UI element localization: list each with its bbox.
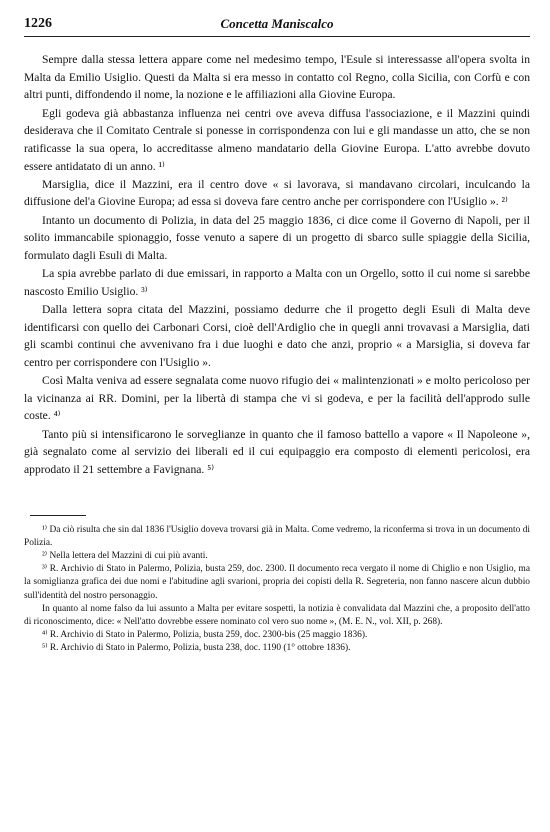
running-title: Concetta Maniscalco bbox=[220, 16, 334, 31]
footnotes bbox=[24, 524, 530, 656]
document-page bbox=[24, 16, 530, 656]
footnote: ¹⁾ Da ciò risulta che sin dal 1836 l'Usiglio doveva trovarsi già in Malta. Come vedremo, la riconferma si trova in un documento di Polizia. bbox=[24, 524, 530, 548]
paragraph: Tanto più si intensificarono le sorveglianze in quanto che il famoso battello a vapore « Il Napoleone », già segnalato come al servizio dei liberali ed il cui equipaggio era composto di elementi pericolosi, era approdato il 21 settembre a Favignana. ⁵⁾ bbox=[24, 427, 530, 476]
footnote: ⁵⁾ R. Archivio di Stato in Palermo, Polizia, busta 238, doc. 1190 (1° ottobre 1836). bbox=[42, 643, 351, 654]
page-number: 1226 bbox=[24, 16, 52, 31]
paragraph: Dalla lettera sopra citata del Mazzini, possiamo dedurre che il progetto degli Esuli di Malta deve identificarsi con quello dei Carbonari Corsi, cioè dell'Ardiglio che in quegli anni trovavasi a Marsiglia, dati gli scambi continui che avvenivano fra i due luoghi e dato che anzi, proprio « a Marsiglia, si doveva far centro per corrispondere con l'Usiglio ». bbox=[24, 302, 530, 369]
body-text bbox=[24, 51, 530, 479]
footnote-divider bbox=[30, 515, 86, 516]
footnote: ⁴⁾ R. Archivio di Stato in Palermo, Polizia, busta 259, doc. 2300-bis (25 maggio 1836). bbox=[42, 630, 368, 641]
paragraph: Sempre dalla stessa lettera appare come nel medesimo tempo, l'Esule si interessasse all'opera svolta in Malta da Emilio Usiglio. Questi da Malta si era messo in contatto col Regno, colla Sicilia, con Corfù e con altri punti, diffondendo il nome, la nozione e le affiliazioni alla Giovine Europa. bbox=[24, 53, 530, 102]
page-header bbox=[24, 16, 530, 37]
paragraph: Marsiglia, dice il Mazzini, era il centro dove « si lavorava, si mandavano circolari, inculcando la diffusione del'a Giovine Europa; ad essa si doveva fare centro anche per corrispondere con l'Usiglio ». ²⁾ bbox=[24, 177, 530, 209]
footnote: ²⁾ Nella lettera del Mazzini di cui più avanti. bbox=[42, 551, 208, 562]
footnote: In quanto al nome falso da lui assunto a Malta per evitare sospetti, la notizia è convalidata dal Mazzini che, a proposito dell'atto di riconoscimento, dice: « Nell'atto dovrebbe essere nominato col vero suo nome », (M. E. N., vol. XII, p. 268). bbox=[24, 603, 530, 628]
paragraph: Egli godeva già abbastanza influenza nei centri ove aveva diffusa l'associazione, e il Mazzini quindi desiderava che il Comitato Centrale si ponesse in corrispondenza con lui e gli mandasse un atto, che se non ratificasse la sua opera, lo accreditasse almeno mandatario della Giovine Europa. L'atto avrebbe dovuto essere antidatato di un anno. ¹⁾ bbox=[24, 106, 530, 173]
footnote: ³⁾ R. Archivio di Stato in Palermo, Polizia, busta 259, doc. 2300. Il documento reca vergato il nome di Chiglio e non Usiglio, ma la somiglianza grafica dei due nomi e l'abitudine agli svarioni, propria dei copisti della R. Segreteria, non fanno nascere alcun dubbio sull'identità del nostro personaggio. bbox=[24, 564, 530, 601]
paragraph: La spia avrebbe parlato di due emissari, in rapporto a Malta con un Orgello, sotto il cui nome si sarebbe nascosto Emilio Usiglio. ³⁾ bbox=[24, 267, 530, 298]
paragraph: Intanto un documento di Polizia, in data del 25 maggio 1836, ci dice come il Governo di Napoli, per il solito immancabile spionaggio, fosse venuto a sapere di un progetto di sbarco sulle spiaggie della Sicilia, formulato dagli Esuli di Malta. bbox=[24, 213, 530, 262]
paragraph: Così Malta veniva ad essere segnalata come nuovo rifugio dei « malintenzionati » e molto pericoloso per la vicinanza ai RR. Domini, per la libertà di stampa che vi si godeva, e per la facilità dell'approdo sulle coste. ⁴⁾ bbox=[24, 374, 530, 423]
